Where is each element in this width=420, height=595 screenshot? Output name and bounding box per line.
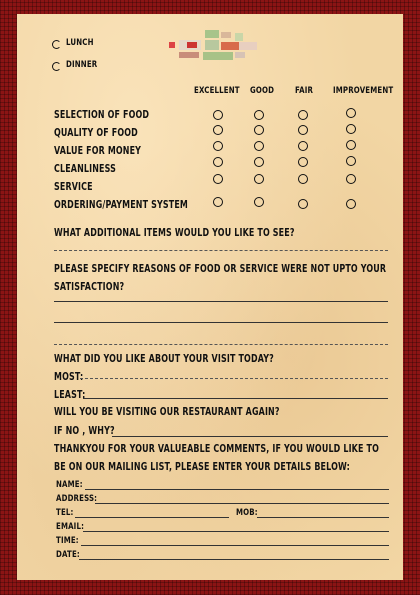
criterion-cleanliness: CLEANLINESS bbox=[54, 164, 117, 175]
date-field[interactable] bbox=[79, 559, 389, 560]
criterion-value-for-money: VALUE FOR MONEY bbox=[54, 146, 142, 157]
mob-field[interactable] bbox=[257, 517, 389, 518]
date-label: DATE: bbox=[56, 550, 80, 560]
thanks-text-line1: THANKYOU FOR YOUR VALUEABLE COMMENTS, IF YOU WOULD LIKE TO bbox=[54, 444, 379, 455]
column-good: GOOD bbox=[250, 86, 275, 96]
mob-label: MOB: bbox=[236, 508, 258, 518]
email-field[interactable] bbox=[83, 531, 389, 532]
lunch-radio[interactable] bbox=[52, 40, 61, 49]
name-field[interactable] bbox=[85, 489, 389, 490]
rating-radio[interactable] bbox=[346, 108, 356, 118]
reasons-question-line2: SATISFACTION? bbox=[54, 282, 125, 293]
address-label: ADDRESS: bbox=[56, 494, 98, 504]
rating-radio[interactable] bbox=[213, 141, 223, 151]
rating-radio[interactable] bbox=[254, 141, 264, 151]
reasons-question-line1: PLEASE SPECIFY REASONS OF FOOD OR SERVICE WERE NOT UPTO YOUR bbox=[54, 264, 387, 275]
rating-radio[interactable] bbox=[346, 140, 356, 150]
rating-radio[interactable] bbox=[298, 157, 308, 167]
most-line[interactable] bbox=[80, 378, 388, 379]
rating-radio[interactable] bbox=[298, 110, 308, 120]
if-no-why-line[interactable] bbox=[112, 436, 388, 437]
rating-radio[interactable] bbox=[213, 125, 223, 135]
rating-radio[interactable] bbox=[213, 174, 223, 184]
rating-radio[interactable] bbox=[213, 110, 223, 120]
rating-radio[interactable] bbox=[254, 197, 264, 207]
name-label: NAME: bbox=[56, 480, 83, 490]
visit-again-question: WILL YOU BE VISITING OUR RESTAURANT AGAIN? bbox=[54, 407, 280, 418]
dinner-label: DINNER bbox=[66, 60, 98, 70]
if-no-why-label: IF NO , WHY? bbox=[54, 426, 115, 437]
restaurant-logo bbox=[169, 30, 265, 66]
column-improvement: IMPROVEMENT bbox=[333, 86, 394, 96]
rating-radio[interactable] bbox=[298, 125, 308, 135]
rating-radio[interactable] bbox=[254, 110, 264, 120]
rating-radio[interactable] bbox=[254, 125, 264, 135]
most-label: MOST: bbox=[54, 372, 84, 383]
rating-radio[interactable] bbox=[346, 156, 356, 166]
least-line[interactable] bbox=[83, 398, 388, 399]
address-field[interactable] bbox=[95, 503, 389, 504]
email-label: EMAIL: bbox=[56, 522, 85, 532]
column-fair: FAIR bbox=[295, 86, 314, 96]
time-label: TIME: bbox=[56, 536, 79, 546]
rating-radio[interactable] bbox=[298, 199, 308, 209]
criterion-quality-of-food: QUALITY OF FOOD bbox=[54, 128, 138, 139]
column-excellent: EXCELLENT bbox=[194, 86, 240, 96]
rating-radio[interactable] bbox=[298, 141, 308, 151]
thanks-text-line2: BE ON OUR MAILING LIST, PLEASE ENTER YOUR DETAILS BELOW: bbox=[54, 462, 351, 473]
additional-items-question: WHAT ADDITIONAL ITEMS WOULD YOU LIKE TO SEE? bbox=[54, 228, 295, 239]
criterion-service: SERVICE bbox=[54, 182, 93, 193]
least-label: LEAST: bbox=[54, 390, 86, 401]
rating-radio[interactable] bbox=[346, 199, 356, 209]
reasons-line[interactable] bbox=[54, 344, 388, 345]
criterion-ordering-payment-system: ORDERING/PAYMENT SYSTEM bbox=[54, 200, 189, 211]
reasons-line[interactable] bbox=[54, 301, 388, 302]
reasons-line[interactable] bbox=[54, 322, 388, 323]
rating-radio[interactable] bbox=[213, 157, 223, 167]
feedback-form bbox=[17, 14, 403, 580]
additional-items-line[interactable] bbox=[54, 250, 388, 251]
time-field[interactable] bbox=[81, 545, 389, 546]
liked-question: WHAT DID YOU LIKE ABOUT YOUR VISIT TODAY? bbox=[54, 354, 274, 365]
rating-radio[interactable] bbox=[298, 174, 308, 184]
rating-radio[interactable] bbox=[346, 174, 356, 184]
lunch-label: LUNCH bbox=[66, 38, 94, 48]
rating-radio[interactable] bbox=[346, 124, 356, 134]
dinner-radio[interactable] bbox=[52, 62, 61, 71]
rating-radio[interactable] bbox=[254, 157, 264, 167]
tel-field[interactable] bbox=[75, 517, 229, 518]
tel-label: TEL: bbox=[56, 508, 74, 518]
rating-radio[interactable] bbox=[213, 197, 223, 207]
rating-radio[interactable] bbox=[254, 174, 264, 184]
criterion-selection-of-food: SELECTION OF FOOD bbox=[54, 110, 150, 121]
